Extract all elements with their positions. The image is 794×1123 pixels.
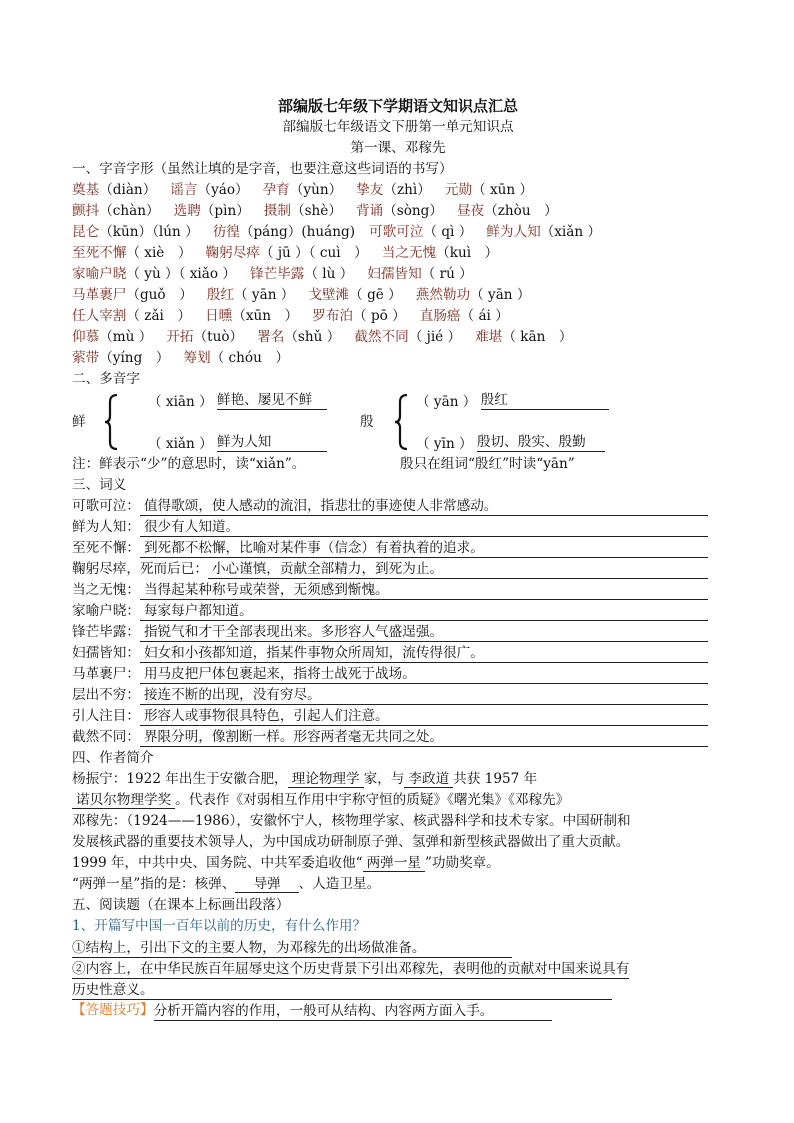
blank-prize: 诺贝尔物理学奖 xyxy=(72,792,175,809)
yin-line-1 xyxy=(416,390,609,410)
pronunciation-item: 署名（shǔ ） xyxy=(257,329,341,345)
pronunciation-item: 至死不懈（ xiè ） xyxy=(72,245,192,261)
pronunciation-item: 摄制（shè） xyxy=(263,203,342,219)
blank-partner: 李政道 xyxy=(404,771,453,788)
definition-text: 小心谨慎，贡献全部精力，到死为止。 xyxy=(208,560,708,579)
definition-term: 可歌可泣： xyxy=(72,498,140,514)
answer-2 xyxy=(72,958,724,979)
pronunciation-item: 难堪（ kān ） xyxy=(475,329,573,345)
blank-medal: 两弹一星 xyxy=(363,855,425,872)
question-1: 1、开篇写中国一百年以前的历史，有什么作用？ xyxy=(72,918,367,934)
answer-content-cont: 历史性意义。 xyxy=(72,981,612,1000)
definition-term: 层出不穷： xyxy=(72,687,140,703)
definition-item xyxy=(72,706,724,727)
author-deng-line-4 xyxy=(72,874,724,895)
pronunciation-item: 当之无愧（kuì ） xyxy=(381,245,499,261)
answer-2-cont xyxy=(72,979,724,1000)
note-xian: 注：鲜表示“少”的意思时，读“xiǎn”。 xyxy=(72,456,306,472)
section-3-heading: 三、词义 xyxy=(72,477,127,493)
author-yang-line-2 xyxy=(72,790,724,811)
polyphone-block xyxy=(72,390,724,454)
pronunciation-item: 日曛（xūn ） xyxy=(205,308,299,324)
doc-subtitle: 部编版七年级语文下册第一单元知识点 xyxy=(282,119,514,135)
section-5-heading: 五、阅读题（在课本上标画出段落） xyxy=(72,897,290,913)
polyphone-char-xian: 鲜 xyxy=(72,414,86,430)
lesson-title: 第一课、邓稼先 xyxy=(350,140,446,156)
answer-1 xyxy=(72,937,724,958)
xian-line-1 xyxy=(148,390,327,410)
definition-term: 当之无愧： xyxy=(72,582,140,598)
text: “两弹一星”指的是：核弹、 xyxy=(72,876,236,892)
xian-reading-2: （ xiǎn ） xyxy=(148,436,213,452)
author-deng-line-1: 邓稼先：（1924——1986），安徽怀宁人，核物理学家、核武器科学和技术专家。中国研制和 xyxy=(72,813,631,829)
pronunciation-list xyxy=(72,180,724,369)
pronunciation-row xyxy=(72,222,724,243)
pronunciation-item: 昼夜（zhòu ） xyxy=(456,203,558,219)
definition-text: 很少有人知道。 xyxy=(140,518,708,537)
pronunciation-row xyxy=(72,180,724,201)
definition-item xyxy=(72,538,724,559)
pronunciation-row xyxy=(72,201,724,222)
pronunciation-item: 背诵（sòng） xyxy=(355,203,443,219)
pronunciation-item: 萦带（yíng ） xyxy=(72,350,170,366)
definition-text: 到死都不松懈，比喻对某件事（信念）有着执着的追求。 xyxy=(140,539,708,558)
pronunciation-item: 戈壁滩（ gē ） xyxy=(308,287,402,303)
pronunciation-item: 截然不同（ jié ） xyxy=(354,329,462,345)
pronunciation-item: 开拓（tuò） xyxy=(166,329,244,345)
xian-reading-1: （ xiān ） xyxy=(148,394,213,410)
pronunciation-item: 昆仑（kūn）（lún ） xyxy=(72,224,199,240)
answer-structure: ①结构上，引出下文的主要人物，为邓稼先的出场做准备。 xyxy=(72,939,512,958)
definition-item xyxy=(72,664,724,685)
yin-words-2: 殷切、殷实、殷勤 xyxy=(477,433,605,452)
pronunciation-row xyxy=(72,264,724,285)
polyphone-char-yin: 殷 xyxy=(360,414,374,430)
pronunciation-item: 马革裹尸（guǒ ） xyxy=(72,287,193,303)
brace-left-1 xyxy=(104,394,118,450)
pronunciation-item: 选聘（pìn） xyxy=(173,203,250,219)
definition-text: 当得起某种称号或荣誉，无须感到惭愧。 xyxy=(140,581,708,600)
yin-reading-1: （ yān ） xyxy=(416,394,477,410)
pronunciation-item: 元勋（ xūn ） xyxy=(444,182,534,198)
text: ”功勋奖章。 xyxy=(424,855,500,871)
definition-term: 截然不同： xyxy=(72,729,140,745)
tip-label: 【答题技巧】 xyxy=(72,1002,154,1018)
pronunciation-item: 罗布泊（ pō ） xyxy=(312,308,406,324)
definition-list xyxy=(72,496,724,748)
definition-item xyxy=(72,643,724,664)
definition-term: 鲜为人知： xyxy=(72,519,140,535)
definition-text: 接连不断的出现，没有穷尽。 xyxy=(140,686,708,705)
pronunciation-item: 妇孺皆知（ rú ） xyxy=(367,266,473,282)
pronunciation-item: 奠基（diàn） xyxy=(72,182,157,198)
pronunciation-item: 孕育（yùn） xyxy=(262,182,343,198)
blank-missile: 导弹 xyxy=(235,876,298,893)
pronunciation-item: 任人宰割（ zǎi ） xyxy=(72,308,192,324)
author-deng-line-3 xyxy=(72,853,724,874)
pronunciation-item: 鲜为人知（xiǎn ） xyxy=(486,224,602,240)
polyphone-notes xyxy=(72,454,724,475)
answer-content: ②内容上，在中华民族百年屈辱史这个历史背景下引出邓稼先，表明他的贡献对中国来说具有 xyxy=(72,961,630,977)
definition-item xyxy=(72,685,724,706)
yin-reading-2: （ yīn ） xyxy=(416,436,473,452)
yin-line-2 xyxy=(416,432,605,452)
pronunciation-row xyxy=(72,285,724,306)
pronunciation-item: 家喻户晓（ yù ）（ xiǎo ） xyxy=(72,266,236,282)
pronunciation-item: 仰慕（mù ） xyxy=(72,329,153,345)
definition-item xyxy=(72,559,724,580)
pronunciation-row xyxy=(72,306,724,327)
definition-item xyxy=(72,727,724,748)
definition-term: 至死不懈： xyxy=(72,540,140,556)
definition-term: 鞠躬尽瘁，死而后已： xyxy=(72,561,208,577)
pronunciation-row xyxy=(72,327,724,348)
definition-text: 界限分明，像割断一样。形容两者毫无共同之处。 xyxy=(140,728,708,747)
text: 家，与 xyxy=(363,771,405,787)
text: 共获 1957 年 xyxy=(453,771,538,787)
pronunciation-item: 挚友（zhì） xyxy=(356,182,431,198)
section-4-heading: 四、作者简介 xyxy=(72,750,154,766)
document-page xyxy=(72,96,724,1021)
note-yin: 殷只在组词“殷红”时读“yān” xyxy=(400,456,575,472)
pronunciation-item: 彷徨（páng）(huáng) xyxy=(212,224,356,240)
tip-text: 分析开篇内容的作用，一般可从结构、内容两方面入手。 xyxy=(154,1002,552,1021)
definition-item xyxy=(72,517,724,538)
pronunciation-row xyxy=(72,348,724,369)
pronunciation-item: 燕然勒功（ yān ） xyxy=(415,287,531,303)
pronunciation-item: 鞠躬尽瘁（ jū ）（ cuì ） xyxy=(205,245,368,261)
definition-term: 家喻户晓： xyxy=(72,603,140,619)
definition-item xyxy=(72,496,724,517)
text: 1999 年，中共中央、国务院、中共军委追收他“ xyxy=(72,855,363,871)
answer-tip xyxy=(72,1000,724,1021)
definition-text: 用马皮把尸体包裹起来，指将士战死于战场。 xyxy=(140,665,708,684)
definition-text: 形容人或事物很具特色，引起人们注意。 xyxy=(140,707,708,726)
definition-term: 妇孺皆知： xyxy=(72,645,140,661)
pronunciation-item: 可歌可泣（ qì ） xyxy=(369,224,473,240)
xian-line-2 xyxy=(148,432,327,452)
section-2-heading: 二、多音字 xyxy=(72,371,140,387)
section-1-heading: 一、字音字形（虽然让填的是字音，也要注意这些词语的书写） xyxy=(72,161,453,177)
definition-text: 值得歌颂，使人感动的流泪，指悲壮的事迹使人非常感动。 xyxy=(140,497,708,516)
pronunciation-item: 锋芒毕露（ lù ） xyxy=(249,266,354,282)
definition-text: 妇女和小孩都知道，指某件事物众所周知，流传得很广。 xyxy=(140,644,708,663)
pronunciation-item: 谣言（yáo） xyxy=(170,182,249,198)
xian-words-2: 鲜为人知 xyxy=(217,433,327,452)
blank-field: 理论物理学 xyxy=(288,771,364,788)
pronunciation-item: 筹划（ chóu ） xyxy=(183,350,290,366)
text: 、人造卫星。 xyxy=(298,876,381,892)
doc-title: 部编版七年级下学期语文知识点汇总 xyxy=(277,97,518,115)
pronunciation-row xyxy=(72,243,724,264)
text: 。代表作《对弱相互作用中宇称守恒的质疑》《曙光集》《邓稼先》 xyxy=(175,792,570,808)
author-deng-line-2: 发展核武器的重要技术领导人，为中国成功研制原子弹、氢弹和新型核武器做出了重大贡献。 xyxy=(72,834,630,850)
xian-words-1: 鲜艳、屡见不鲜 xyxy=(217,391,327,410)
pronunciation-item: 颤抖（chàn） xyxy=(72,203,160,219)
definition-text: 指锐气和才干全部表现出来。多形容人气盛逞强。 xyxy=(140,623,708,642)
brace-left-2 xyxy=(394,394,408,450)
definition-item xyxy=(72,601,724,622)
definition-term: 引人注目： xyxy=(72,708,140,724)
text: 杨振宁：1922 年出生于安徽合肥， xyxy=(72,771,288,787)
yin-words-1: 殷红 xyxy=(481,391,609,410)
definition-item xyxy=(72,580,724,601)
definition-text: 每家每户都知道。 xyxy=(140,602,708,621)
pronunciation-item: 殷红（ yān ） xyxy=(206,287,295,303)
pronunciation-item: 直肠癌（ ái ） xyxy=(419,308,509,324)
definition-term: 锋芒毕露： xyxy=(72,624,140,640)
definition-term: 马革裹尸： xyxy=(72,666,140,682)
author-yang-line-1 xyxy=(72,769,724,790)
definition-item xyxy=(72,622,724,643)
